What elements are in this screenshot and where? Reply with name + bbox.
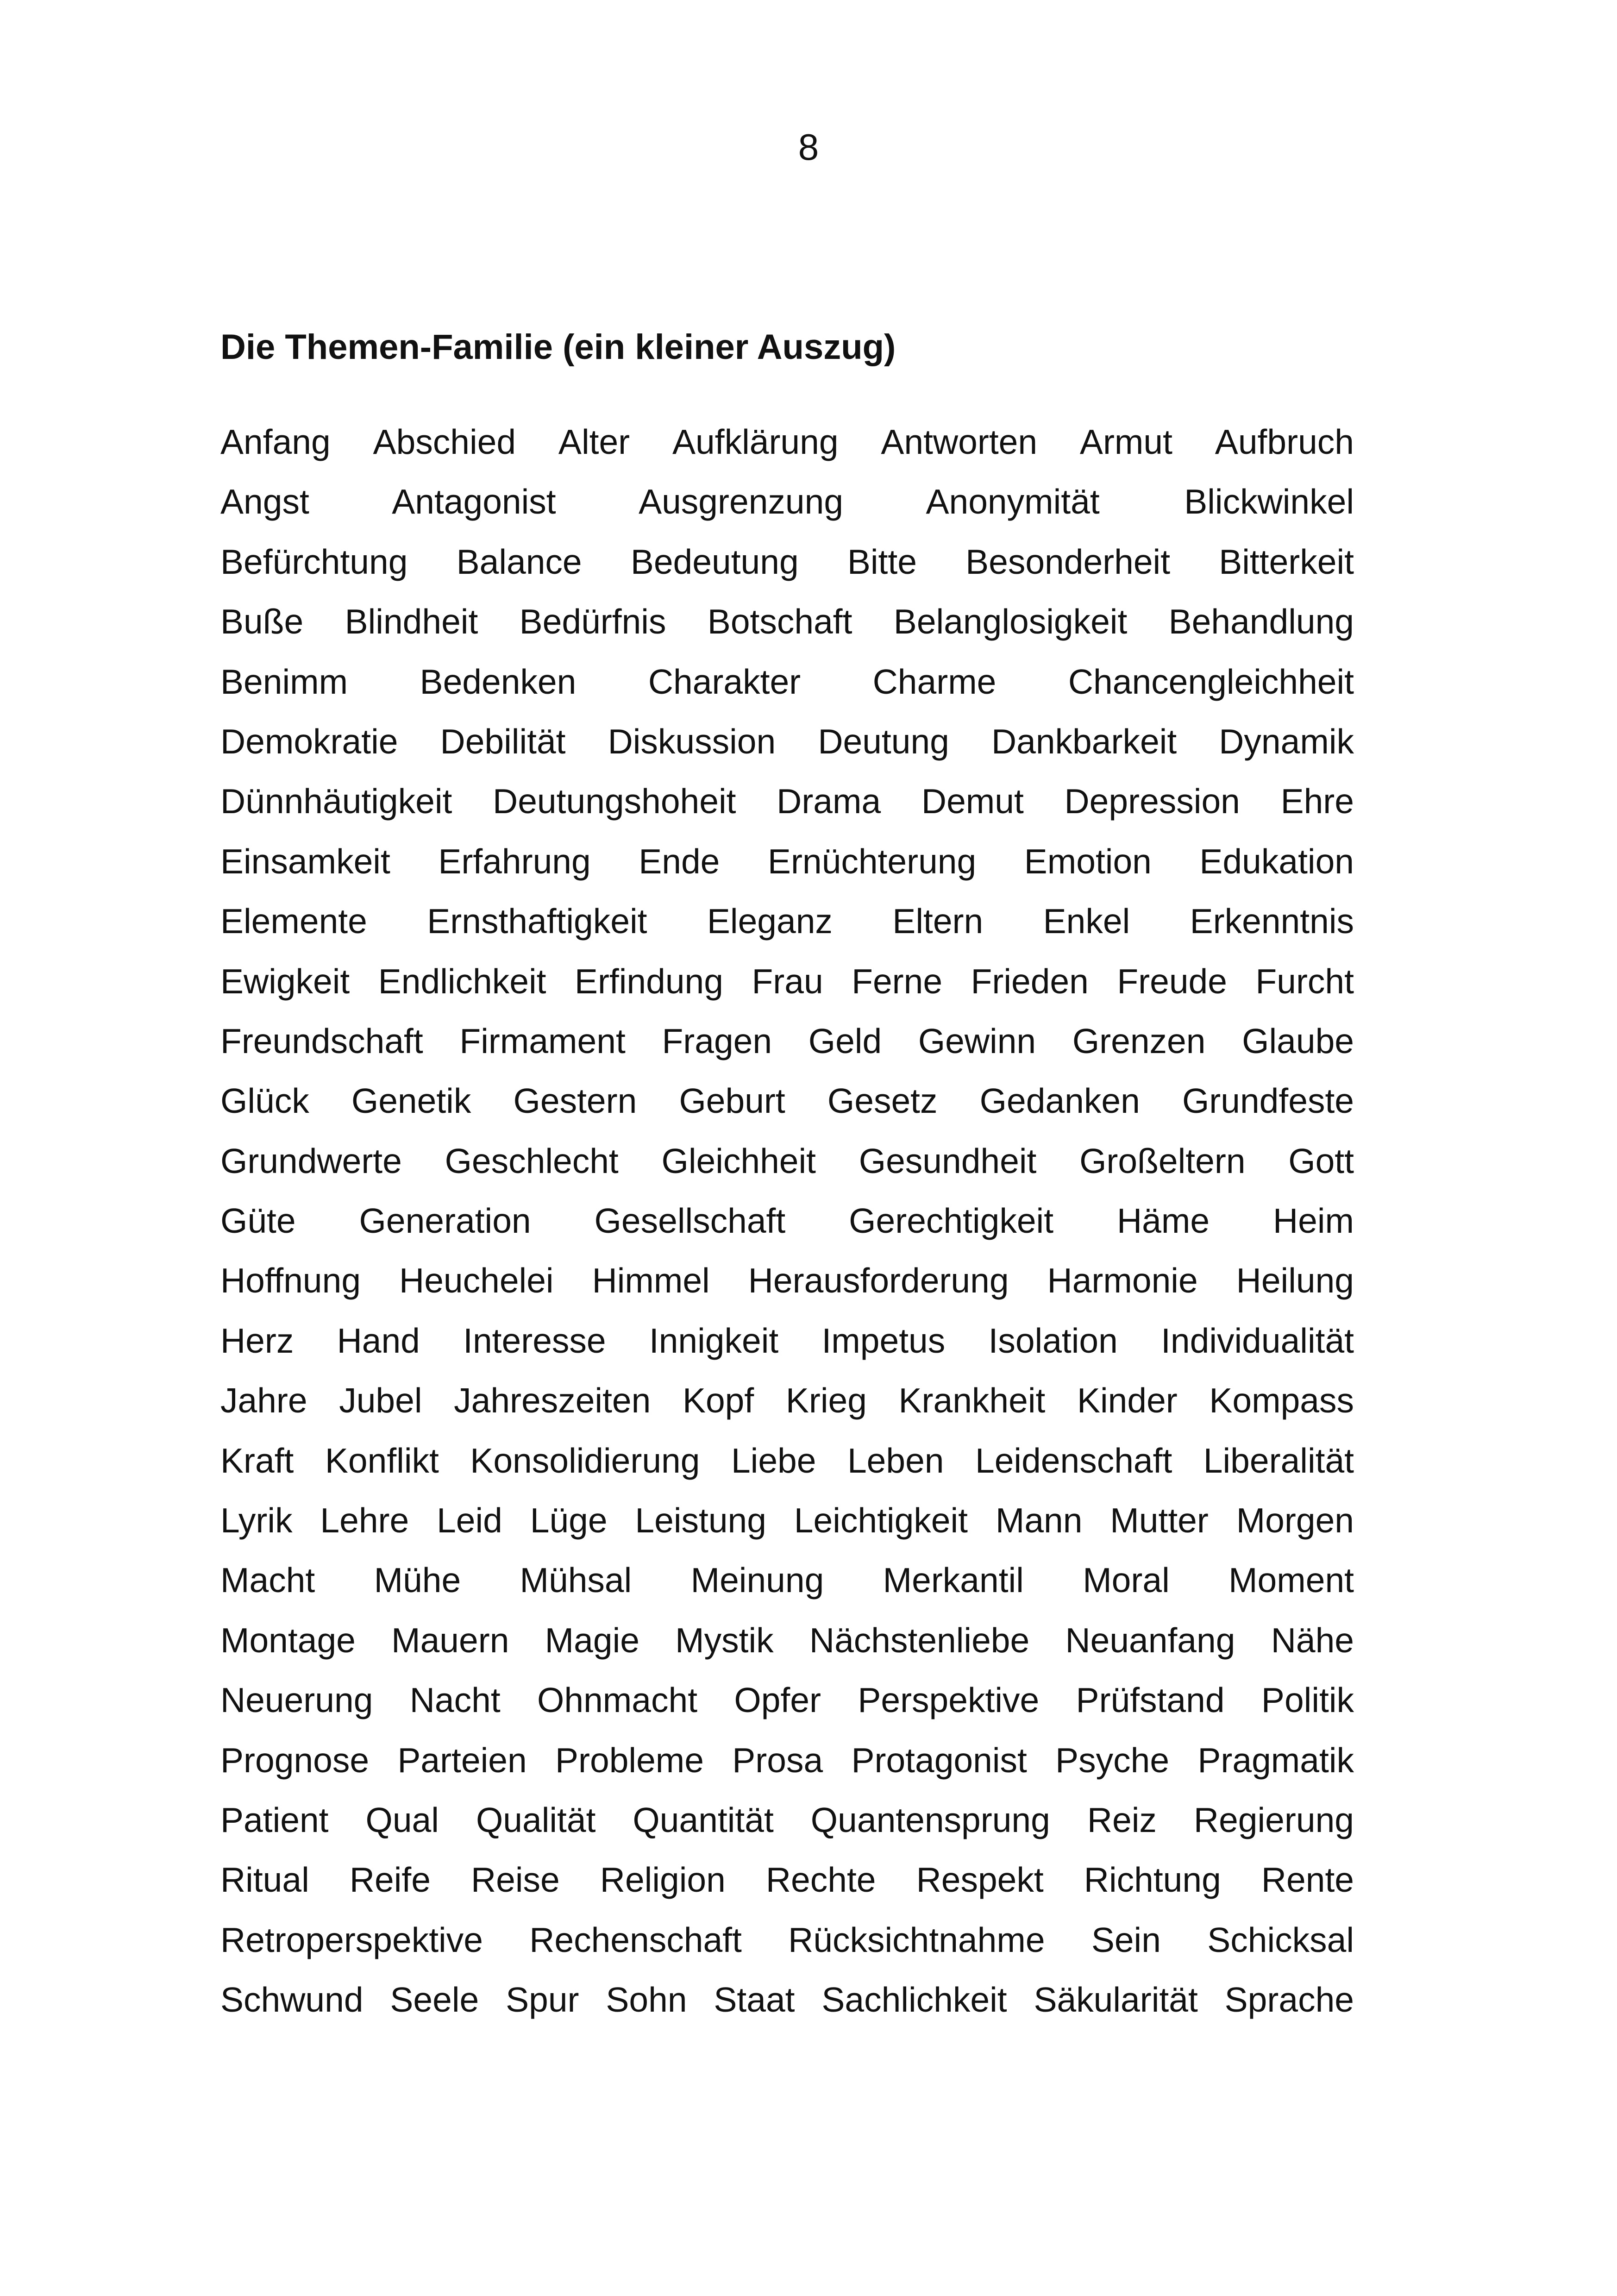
text-line: Retroperspektive Rechenschaft Rücksichtnahme Sein Schicksal <box>220 1920 1354 1959</box>
text-line: Montage Mauern Magie Mystik Nächstenliebe Neuanfang Nähe <box>220 1620 1354 1660</box>
text-line: Prognose Parteien Probleme Prosa Protagonist Psyche Pragmatik <box>220 1740 1354 1780</box>
text-line: Herz Hand Interesse Innigkeit Impetus Isolation Individualität <box>220 1321 1354 1360</box>
text-line: Ritual Reife Reise Religion Rechte Respekt Richtung Rente <box>220 1860 1354 1900</box>
text-line: Demokratie Debilität Diskussion Deutung Dankbarkeit Dynamik <box>220 721 1354 761</box>
text-line: Befürchtung Balance Bedeutung Bitte Besonderheit Bitterkeit <box>220 542 1354 581</box>
text-line: Macht Mühe Mühsal Meinung Merkantil Moral Moment <box>220 1561 1354 1600</box>
text-line: Angst Antagonist Ausgrenzung Anonymität Blickwinkel <box>220 482 1354 521</box>
text-line: Lyrik Lehre Leid Lüge Leistung Leichtigkeit Mann Mutter Morgen <box>220 1501 1354 1540</box>
text-line: Buße Blindheit Bedürfnis Botschaft Belanglosigkeit Behandlung <box>220 602 1354 641</box>
text-line: Einsamkeit Erfahrung Ende Ernüchterung Emotion Edukation <box>220 841 1354 881</box>
text-line: Dünnhäutigkeit Deutungshoheit Drama Demut Depression Ehre <box>220 782 1354 821</box>
text-line: Neuerung Nacht Ohnmacht Opfer Perspektive Prüfstand Politik <box>220 1681 1354 1720</box>
text-line: Glück Genetik Gestern Geburt Gesetz Gedanken Grundfeste <box>220 1081 1354 1121</box>
page-number: 8 <box>798 126 819 168</box>
text-line: Benimm Bedenken Charakter Charme Chancengleichheit <box>220 662 1354 701</box>
text-line: Grundwerte Geschlecht Gleichheit Gesundheit Großeltern Gott <box>220 1141 1354 1180</box>
text-line: Kraft Konflikt Konsolidierung Liebe Leben Leidenschaft Liberalität <box>220 1441 1354 1480</box>
text-line: Anfang Abschied Alter Aufklärung Antworten Armut Aufbruch <box>220 422 1354 461</box>
text-line: Elemente Ernsthaftigkeit Eleganz Eltern Enkel Erkenntnis <box>220 902 1354 941</box>
text-line: Ewigkeit Endlichkeit Erfindung Frau Ferne Frieden Freude Furcht <box>220 961 1354 1001</box>
text-line: Patient Qual Qualität Quantität Quantensprung Reiz Regierung <box>220 1800 1354 1839</box>
text-line: Schwund Seele Spur Sohn Staat Sachlichkeit Säkularität Sprache <box>220 1980 1354 2020</box>
theme-word-list <box>220 412 1354 2030</box>
text-line: Güte Generation Gesellschaft Gerechtigkeit Häme Heim <box>220 1201 1354 1241</box>
text-line: Jahre Jubel Jahreszeiten Kopf Krieg Krankheit Kinder Kompass <box>220 1381 1354 1420</box>
text-line: Freundschaft Firmament Fragen Geld Gewinn Grenzen Glaube <box>220 1021 1354 1060</box>
section-heading: Die Themen-Familie (ein kleiner Auszug) <box>220 327 896 367</box>
text-line: Hoffnung Heuchelei Himmel Herausforderung Harmonie Heilung <box>220 1261 1354 1300</box>
